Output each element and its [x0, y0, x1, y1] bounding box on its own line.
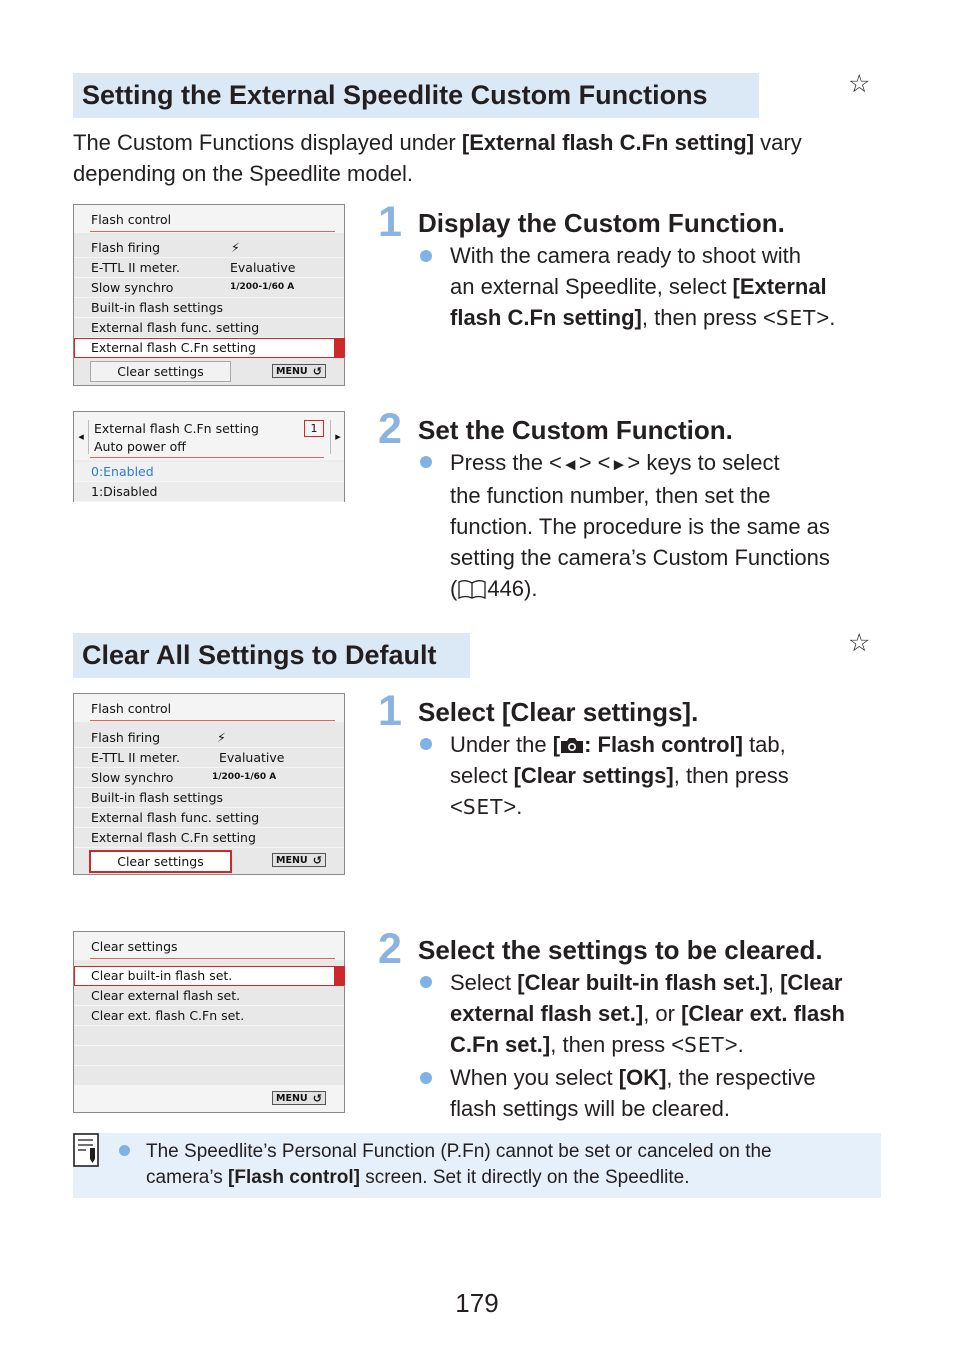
step-text: With the camera ready to shoot with an external Speedlite, select [External flash C.Fn setting], then press <SET>. — [450, 243, 836, 330]
camera-icon — [560, 736, 584, 754]
screen-title-bar: Flash control — [74, 205, 344, 233]
cfn-name: External flash C.Fn setting — [94, 421, 259, 436]
book-icon — [457, 578, 487, 600]
screen-title-bar: Clear settings — [74, 932, 344, 960]
screen-title-bar: Flash control — [74, 694, 344, 722]
flash-control-screen-clear — [73, 693, 345, 875]
step-text: Under the [ : Flash control] tab, select [Clear settings], then press <SET>. — [450, 732, 789, 819]
return-icon: ↺ — [312, 365, 322, 378]
flash-icon: ⚡ — [231, 240, 240, 255]
set-button-label: SET — [684, 1033, 725, 1057]
left-key-icon: ◄ — [561, 455, 579, 474]
page-number: 179 — [455, 1288, 499, 1318]
note-bullet-icon — [119, 1145, 130, 1156]
star-icon: ☆ — [848, 70, 871, 98]
clear-settings-button-selected[interactable]: Clear settings — [89, 850, 232, 873]
step-text: Press the <◄> <►> keys to select the function number, then set the function. The procedure is the same as setting the camera’s Custom Functions ( 446). — [450, 450, 830, 601]
option-disabled[interactable]: 1:Disabled — [74, 482, 344, 502]
menu-row-external-flash-func[interactable]: External flash func. setting — [74, 808, 344, 828]
memo-icon — [73, 1133, 101, 1169]
flash-icon: ⚡ — [217, 730, 226, 745]
menu-row-flash-firing[interactable]: Flash firing ⚡ — [74, 238, 344, 258]
empty-row — [74, 1066, 344, 1086]
cfn-number-badge: 1 — [304, 420, 324, 437]
section-heading-external-speedlite — [73, 73, 759, 118]
step-number: 1 — [378, 687, 402, 735]
menu-row-built-in-flash[interactable]: Built-in flash settings — [74, 298, 344, 318]
menu-row-external-flash-cfn-selected[interactable]: External flash C.Fn setting — [74, 338, 344, 358]
menu-row-ettl-meter[interactable]: E-TTL II meter. Evaluative — [74, 748, 344, 768]
option-enabled[interactable]: 0:Enabled — [74, 462, 344, 482]
bullet-icon — [420, 250, 432, 262]
menu-row-slow-synchro[interactable]: Slow synchro 1/200-1/60 A — [74, 278, 344, 298]
menu-row-built-in-flash[interactable]: Built-in flash settings — [74, 788, 344, 808]
step-title: Select the settings to be cleared. — [418, 935, 823, 965]
menu-row-flash-firing[interactable]: Flash firing ⚡ — [74, 728, 344, 748]
step-title: Set the Custom Function. — [418, 415, 733, 445]
right-key-icon: ► — [610, 455, 628, 474]
title-divider — [90, 231, 335, 232]
note-box — [73, 1133, 881, 1198]
bullet-icon — [420, 456, 432, 468]
clear-built-in-flash-row-selected[interactable]: Clear built-in flash set. — [74, 966, 344, 986]
intro-paragraph: The Custom Functions displayed under [External flash C.Fn setting] vary depending on the Speedlite model. — [73, 130, 802, 186]
bullet-icon — [420, 738, 432, 750]
empty-row — [74, 1046, 344, 1066]
step-title: Select [Clear settings]. — [418, 697, 699, 727]
step-title: Display the Custom Function. — [418, 208, 785, 238]
return-icon: ↺ — [312, 1092, 322, 1105]
menu-row-external-flash-func[interactable]: External flash func. setting — [74, 318, 344, 338]
clear-settings-screen — [73, 931, 345, 1113]
clear-external-flash-row[interactable]: Clear external flash set. — [74, 986, 344, 1006]
menu-button[interactable]: MENU ↺ — [272, 1091, 326, 1105]
step-text: When you select [OK], the respective flash settings will be cleared. — [450, 1065, 816, 1121]
step-number: 1 — [378, 198, 402, 246]
set-button-label: SET — [462, 795, 504, 819]
menu-row-slow-synchro[interactable]: Slow synchro 1/200-1/60 A — [74, 768, 344, 788]
left-arrow-icon[interactable]: ◂ — [74, 420, 89, 454]
section-heading-clear-all — [73, 633, 470, 678]
right-arrow-icon[interactable]: ▸ — [330, 420, 345, 454]
title-divider — [90, 958, 335, 959]
step-text: Select [Clear built-in flash set.], [Clear external flash set.], or [Clear ext. flash C.Fn set.], then press <SET>. — [450, 970, 845, 1057]
star-icon: ☆ — [848, 629, 871, 657]
cfn-function: Auto power off — [94, 439, 186, 454]
clear-ext-flash-cfn-row[interactable]: Clear ext. flash C.Fn set. — [74, 1006, 344, 1026]
bullet-icon — [420, 1072, 432, 1084]
bullet-icon — [420, 976, 432, 988]
note-text: The Speedlite’s Personal Function (P.Fn) cannot be set or canceled on the camera’s [Flash control] screen. Set it directly on the Speedlite. — [146, 1141, 772, 1188]
title-divider — [90, 720, 335, 721]
set-button-label: SET — [775, 306, 817, 330]
menu-row-ettl-meter[interactable]: E-TTL II meter. Evaluative — [74, 258, 344, 278]
step-number: 2 — [378, 405, 402, 453]
flash-control-screen — [73, 204, 345, 386]
header-divider — [90, 457, 324, 458]
menu-row-external-flash-cfn[interactable]: External flash C.Fn setting — [74, 828, 344, 848]
external-flash-cfn-screen — [73, 411, 345, 502]
section-title: Clear All Settings to Default — [82, 640, 437, 670]
clear-settings-button[interactable]: Clear settings — [90, 361, 231, 382]
menu-button[interactable]: MENU ↺ — [272, 853, 326, 867]
return-icon: ↺ — [312, 854, 322, 867]
section-title: Setting the External Speedlite Custom Functions — [82, 80, 708, 110]
empty-row — [74, 1026, 344, 1046]
menu-button[interactable]: MENU ↺ — [272, 364, 326, 378]
step-number: 2 — [378, 925, 402, 973]
